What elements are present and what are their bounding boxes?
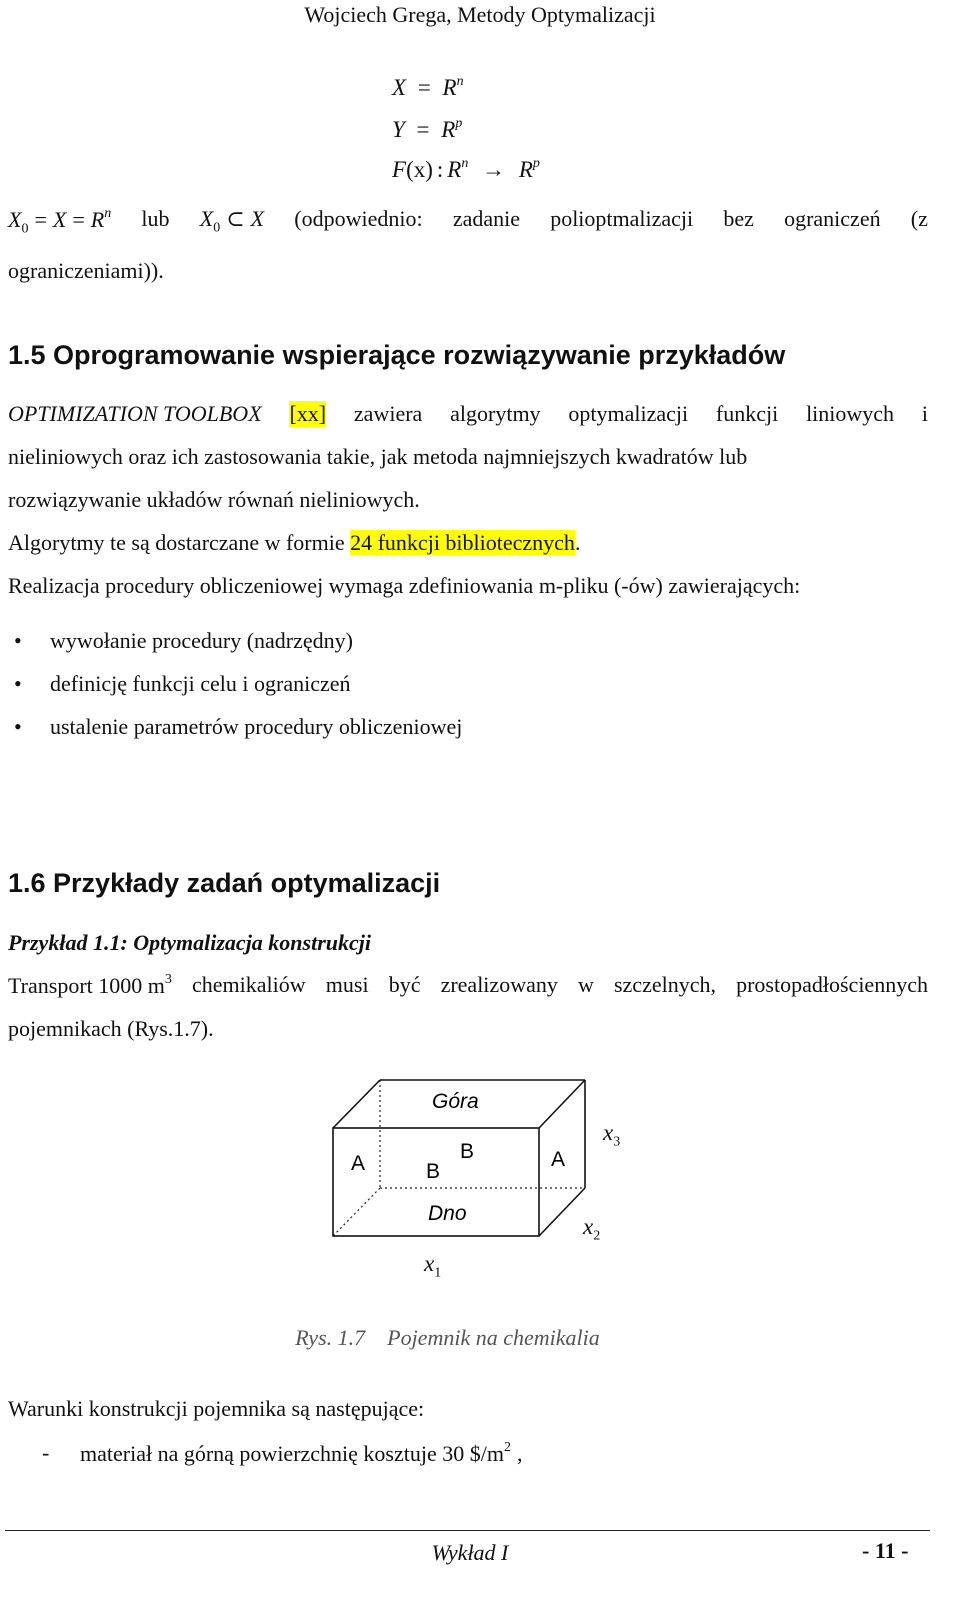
paragraph-realization: Realizacja procedury obliczeniowej wymaga zdefiniowania m-pliku (-ów) zawierających:: [8, 573, 801, 598]
right-edge: [539, 1188, 585, 1236]
paragraph-toolbox-line1: OPTIMIZATION TOOLBOX [xx] zawiera algorytmy optymalizacji funkcji liniowych i: [8, 401, 928, 426]
page-number: - 11 -: [862, 1538, 909, 1563]
condition-line-cont: ograniczeniami)).: [8, 258, 164, 283]
top-edge: [333, 1080, 380, 1128]
conditions-intro: Warunki konstrukcji pojemnika są następujące:: [8, 1396, 425, 1421]
bullet-item: • wywołanie procedury (nadrzędny): [14, 628, 353, 653]
formula-mapping: F(x) : $R^n \to R^p$: [392, 156, 540, 182]
running-header: Wojciech Grega, Metody Optymalizacji: [304, 2, 656, 27]
footer-rule: [5, 1530, 930, 1531]
paragraph-toolbox-line2: nieliniowych oraz ich zastosowania takie, jak metoda najmniejszych kwadratów lub: [8, 444, 748, 469]
reference-xx: [xx]: [289, 401, 327, 426]
label-a-left: A: [351, 1152, 366, 1175]
hidden-edge: [333, 1188, 380, 1236]
figure-caption: Rys. 1.7 Pojemnik na chemikalia: [295, 1325, 600, 1350]
bullet-icon: •: [14, 671, 22, 696]
section-1-6-title: 1.6 Przykłady zadań optymalizacji: [8, 868, 441, 898]
label-x1: $x_1$: [424, 1251, 442, 1281]
bullet-icon: •: [14, 714, 22, 739]
list-dash: -: [42, 1440, 50, 1465]
formula-x-equals-rn: $X = R^n$: [392, 74, 464, 100]
label-x3: $x_3$: [603, 1120, 621, 1150]
example-text-line2: pojemnikach (Rys.1.7).: [8, 1016, 214, 1041]
footer-lecture: Wykład I: [431, 1540, 509, 1565]
bullet-item: • definicję funkcji celu i ograniczeń: [14, 671, 351, 696]
paragraph-toolbox-line3: rozwiązywanie układów równań nieliniowych.: [8, 487, 420, 512]
example-title: Przykład 1.1: Optymalizacja konstrukcji: [8, 930, 371, 955]
label-a-right: A: [551, 1148, 566, 1171]
bullet-icon: •: [14, 628, 22, 653]
example-text-line1: Transport 1000 $m^3$ chemikaliów musi być zrealizowany w szczelnych, prostopadłościennych: [8, 972, 928, 998]
bullet-item: • ustalenie parametrów procedury obliczeniowej: [14, 714, 463, 739]
section-1-5-title: 1.5 Oprogramowanie wspierające rozwiązywanie przykładów: [8, 340, 786, 370]
condition-line: $X_0 = X = R^n$ lub $X_0$ ⊂ X (odpowiednio: zadanie polioptmalizacji bez ograniczeń (z: [8, 206, 928, 237]
formula-y-equals-rp: $Y = R^p$: [392, 116, 463, 142]
formula-x0-equals: $X_0 = X = R^n$: [8, 206, 112, 237]
highlight-24-functions: 24 funkcji bibliotecznych: [350, 530, 575, 555]
formula-x0-subset: $X_0$ ⊂ X: [199, 206, 265, 236]
top-edge: [539, 1080, 585, 1128]
label-bottom: Dno: [428, 1202, 467, 1225]
label-x2: $x_2$: [583, 1214, 601, 1244]
label-top: Góra: [432, 1090, 479, 1113]
label-b-back: B: [460, 1140, 475, 1163]
label-b-front: B: [426, 1160, 441, 1183]
list-item-top-material: materiał na górną powierzchnię kosztuje 30 $\$/m^2$ ,: [80, 1440, 523, 1466]
paragraph-algorithms: Algorytmy te są dostarczane w formie 24 funkcji bibliotecznych.: [8, 530, 581, 555]
